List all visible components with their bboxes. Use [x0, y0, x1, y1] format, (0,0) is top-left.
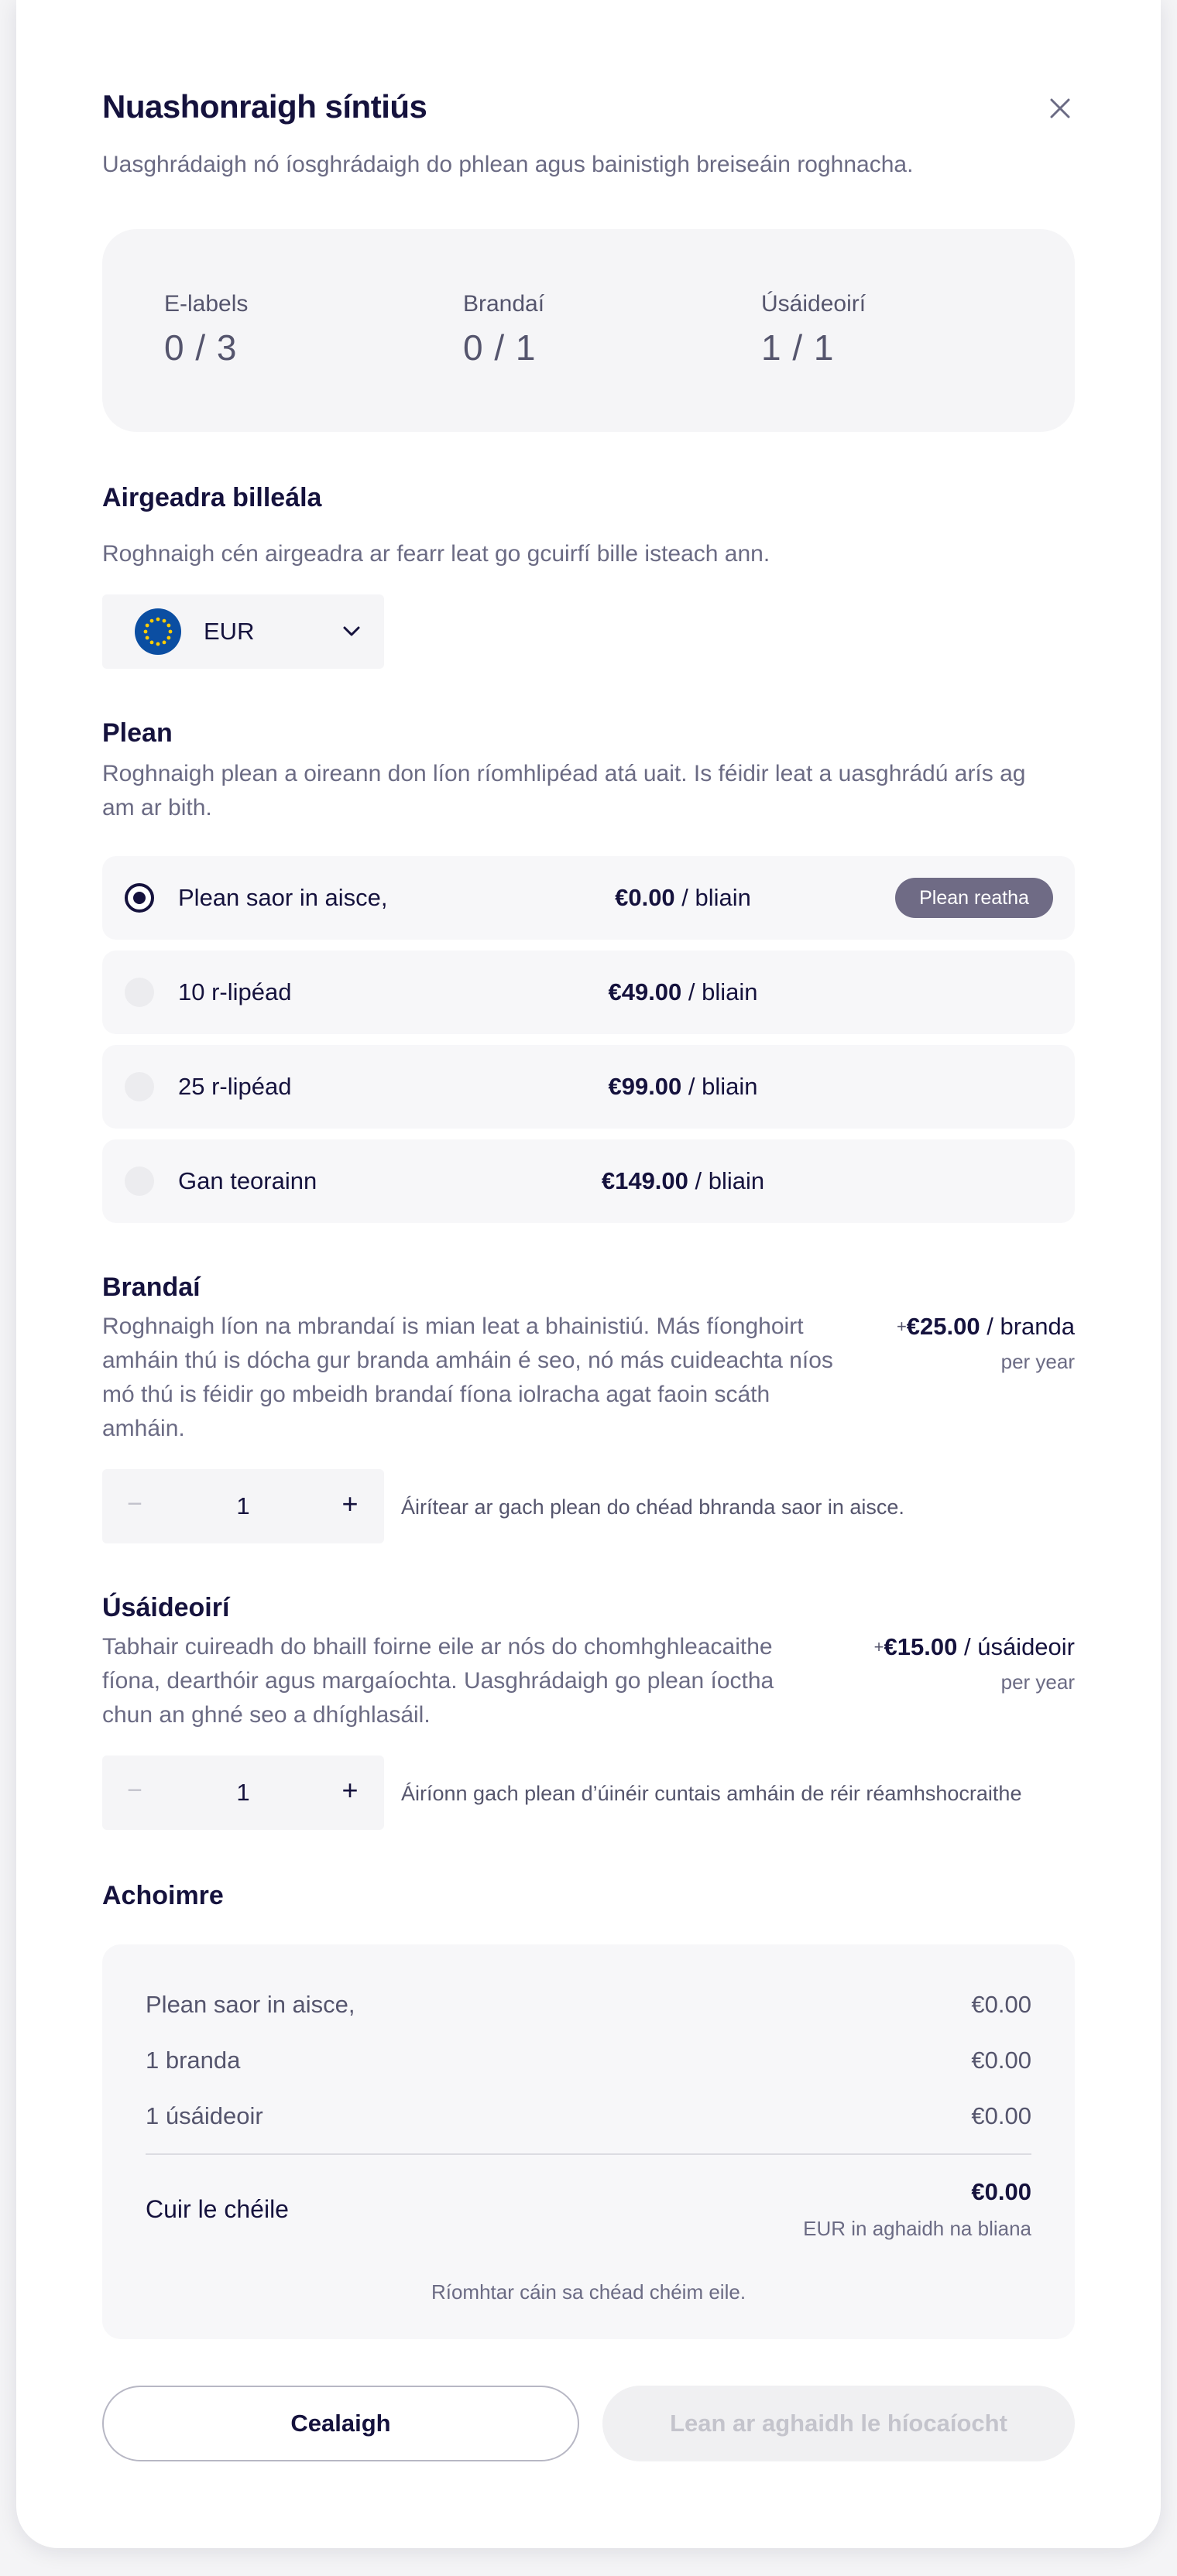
update-subscription-dialog: [16, 0, 1161, 2548]
brand-hint: Áirítear ar gach plean do chéad bhranda saor in aisce.: [401, 1495, 904, 1519]
plan-price-amount: €49.00: [608, 978, 682, 1005]
plan-name: 25 r-lipéad: [178, 1073, 292, 1100]
radio-unselected[interactable]: [125, 978, 154, 1007]
currency-code: EUR: [204, 618, 255, 645]
summary-row-label: Plean saor in aisce,: [146, 1991, 355, 2018]
user-price: [874, 1633, 1075, 1661]
plan-price-period: / bliain: [688, 1167, 765, 1194]
summary-row-label: 1 úsáideoir: [146, 2102, 263, 2129]
brand-quantity-stepper: [102, 1469, 384, 1543]
plan-option-10[interactable]: [102, 951, 1075, 1034]
increment-button[interactable]: +: [341, 1488, 359, 1519]
brand-price-period: per year: [1000, 1350, 1075, 1373]
plan-price-amount: €99.00: [608, 1073, 682, 1100]
quantity-value[interactable]: 1: [236, 1492, 250, 1519]
radio-unselected[interactable]: [125, 1166, 154, 1196]
plan-price: [582, 978, 784, 1006]
usage-value: 0 / 3: [164, 327, 238, 368]
summary-divider: [146, 2153, 1031, 2155]
summary-row-value: €0.00: [971, 2102, 1031, 2129]
summary-panel: [102, 1944, 1075, 2339]
plan-description-line2: am ar bith.: [102, 795, 212, 820]
plan-price: [582, 1167, 784, 1195]
summary-row: [146, 2102, 1031, 2130]
brands-description-line: Roghnaigh líon na mbrandaí is mian leat a bhainistiú. Más fíonghoirt: [102, 1314, 804, 1339]
usage-value: 0 / 1: [463, 327, 537, 368]
summary-heading: Achoimre: [102, 1881, 224, 1910]
user-quantity-stepper: [102, 1756, 384, 1830]
summary-row: [146, 1991, 1031, 2019]
user-price-unit: / úsáideoir: [957, 1633, 1075, 1660]
decrement-button[interactable]: −: [127, 1776, 142, 1805]
currency-description: Roghnaigh cén airgeadra ar fearr leat go gcuirfí bille isteach ann.: [102, 541, 770, 567]
brands-description-line: mó thú is féidir go mbeidh brandaí fíona iolracha agat faoin scáth: [102, 1382, 770, 1407]
plan-price-period: / bliain: [681, 978, 758, 1005]
summary-row-value: €0.00: [971, 1991, 1031, 2018]
users-heading: Úsáideoirí: [102, 1593, 230, 1622]
usage-brands: [463, 291, 544, 368]
plan-price: [582, 884, 784, 912]
usage-panel: [102, 229, 1075, 432]
usage-value: 1 / 1: [761, 327, 835, 368]
plan-price-period: / bliain: [674, 884, 751, 911]
user-hint: Áiríonn gach plean d’úinéir cuntais amháin de réir réamhshocraithe: [401, 1782, 1022, 1805]
chevron-down-icon: [341, 621, 362, 642]
usage-label: Úsáideoirí: [761, 291, 866, 317]
total-value: €0.00: [971, 2178, 1031, 2205]
total-label: Cuir le chéile: [146, 2195, 289, 2223]
plan-price: [582, 1073, 784, 1101]
decrement-button[interactable]: −: [127, 1489, 142, 1519]
price-plus-sign: +: [896, 1317, 907, 1336]
plan-name: 10 r-lipéad: [178, 978, 292, 1005]
summary-row: [146, 2047, 1031, 2074]
dialog-title: Nuashonraigh síntiús: [102, 88, 427, 125]
plan-option-25[interactable]: [102, 1045, 1075, 1129]
close-icon[interactable]: [1045, 93, 1076, 124]
users-description-line: chun an ghné seo a dhíghlasáil.: [102, 1702, 431, 1728]
user-price-amount: €15.00: [884, 1633, 958, 1660]
continue-to-payment-button[interactable]: Lean ar aghaidh le híocaíocht: [602, 2386, 1075, 2461]
brand-price-amount: €25.00: [906, 1313, 980, 1340]
users-description-line: fíona, dearthóir agus margaíochta. Uasghrádaigh go plean íoctha: [102, 1668, 774, 1694]
price-plus-sign: +: [873, 1637, 884, 1656]
currency-heading: Airgeadra billeála: [102, 483, 322, 512]
tax-note: Ríomhtar cáin sa chéad chéim eile.: [431, 2280, 746, 2304]
user-price-period: per year: [1000, 1670, 1075, 1694]
total-period: EUR in aghaidh na bliana: [803, 2217, 1031, 2240]
summary-row-label: 1 branda: [146, 2047, 241, 2074]
cancel-button[interactable]: Cealaigh: [102, 2386, 579, 2461]
brands-description-line: amháin.: [102, 1416, 185, 1441]
brand-price-unit: / branda: [980, 1313, 1075, 1340]
plan-price-period: / bliain: [681, 1073, 758, 1100]
users-description-line: Tabhair cuireadh do bhaill foirne eile ar nós do chomhghleacaithe: [102, 1634, 773, 1660]
currency-select[interactable]: [102, 594, 384, 669]
brand-price: [897, 1313, 1075, 1341]
current-plan-badge: Plean reatha: [895, 878, 1053, 918]
plan-price-amount: €149.00: [601, 1167, 688, 1194]
usage-label: Brandaí: [463, 291, 545, 317]
plan-name: Gan teorainn: [178, 1167, 317, 1194]
usage-users: [761, 291, 866, 368]
plan-name: Plean saor in aisce,: [178, 884, 388, 911]
brands-heading: Brandaí: [102, 1273, 201, 1302]
usage-elabels: [164, 291, 248, 368]
plan-option-unlimited[interactable]: [102, 1139, 1075, 1223]
increment-button[interactable]: +: [341, 1774, 359, 1806]
plan-price-amount: €0.00: [615, 884, 675, 911]
plan-description-line1: Roghnaigh plean a oireann don líon ríomhlipéad atá uait. Is féidir leat a uasghrádú arís ag: [102, 761, 1026, 786]
eu-flag-icon: [135, 608, 181, 655]
summary-row-value: €0.00: [971, 2047, 1031, 2074]
quantity-value[interactable]: 1: [236, 1779, 250, 1806]
radio-selected[interactable]: [125, 883, 154, 913]
plan-option-free[interactable]: [102, 856, 1075, 940]
dialog-subtitle: Uasghrádaigh nó íosghrádaigh do phlean agus bainistigh breiseáin roghnacha.: [102, 152, 914, 177]
plan-heading: Plean: [102, 718, 173, 748]
usage-label: E-labels: [164, 291, 249, 317]
brands-description-line: amháin thú is dócha gur branda amháin é seo, nó más cuideachta níos: [102, 1348, 833, 1373]
radio-unselected[interactable]: [125, 1072, 154, 1101]
